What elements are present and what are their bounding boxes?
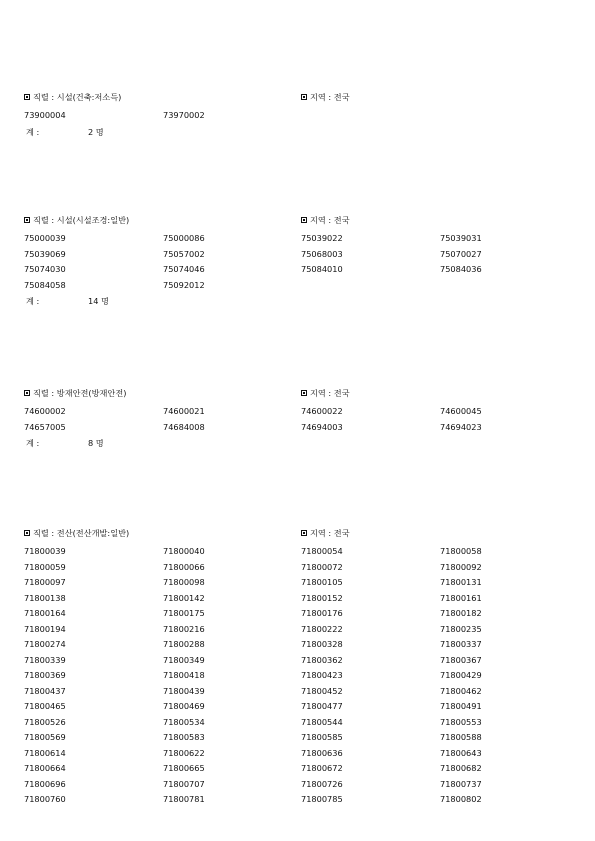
table-row [0, 593, 595, 609]
exam-number: 71800059 [24, 561, 66, 572]
table-row [0, 608, 595, 624]
square-bullet-icon [301, 390, 307, 396]
exam-number: 71800429 [440, 670, 482, 680]
exam-number: 71800583 [163, 732, 205, 742]
exam-number: 71800781 [163, 794, 205, 804]
exam-number: 71800367 [440, 654, 482, 665]
job-label: 직렬 : 전산(전산개발:일반) [33, 528, 130, 538]
exam-number: 71800526 [24, 716, 66, 727]
exam-number: 74600021 [163, 406, 205, 416]
exam-number: 71800274 [24, 639, 66, 649]
total-line [24, 296, 109, 307]
exam-number: 73900004 [24, 110, 66, 120]
exam-number: 71800098 [163, 577, 205, 587]
exam-number: 71800423 [301, 670, 343, 680]
exam-number: 75084058 [24, 279, 66, 290]
table-row [0, 280, 595, 296]
exam-number: 71800785 [301, 794, 343, 804]
square-bullet-icon [24, 217, 30, 223]
exam-number: 71800142 [163, 592, 205, 603]
exam-number: 71800469 [163, 701, 205, 711]
job-heading [24, 215, 129, 226]
table-row [0, 779, 595, 795]
exam-number: 75084010 [301, 264, 343, 274]
exam-number: 71800161 [440, 592, 482, 603]
exam-number: 71800235 [440, 623, 482, 634]
table-row [0, 264, 595, 280]
exam-number: 71800058 [440, 546, 482, 556]
table-row [0, 732, 595, 748]
exam-number: 71800696 [24, 778, 66, 789]
exam-number: 71800105 [301, 577, 343, 587]
table-row [0, 406, 595, 422]
exam-number: 75068003 [301, 248, 343, 259]
exam-number: 71800462 [440, 685, 482, 696]
exam-number: 71800569 [24, 732, 66, 742]
exam-number: 74657005 [24, 421, 66, 432]
exam-number: 71800439 [163, 685, 205, 696]
exam-number: 75084036 [440, 264, 482, 274]
exam-number: 71800544 [301, 716, 343, 727]
table-row [0, 701, 595, 717]
exam-number: 71800643 [440, 747, 482, 758]
table-row [0, 794, 595, 810]
exam-number: 75092012 [163, 279, 205, 290]
exam-number: 71800182 [440, 608, 482, 618]
total-label: 계 : [26, 438, 40, 448]
exam-number: 71800553 [440, 716, 482, 727]
table-row [0, 655, 595, 671]
exam-number: 71800760 [24, 794, 66, 804]
exam-number: 71800288 [163, 639, 205, 649]
exam-number: 75000086 [163, 233, 205, 243]
square-bullet-icon [24, 390, 30, 396]
region-heading [301, 388, 350, 399]
exam-number: 71800328 [301, 639, 343, 649]
exam-number: 71800418 [163, 670, 205, 680]
exam-number: 71800039 [24, 546, 66, 556]
exam-number: 75070027 [440, 248, 482, 259]
exam-number: 74684008 [163, 421, 205, 432]
job-label: 직렬 : 방재안전(방재안전) [33, 388, 127, 398]
exam-number: 71800437 [24, 685, 66, 696]
exam-number: 71800097 [24, 577, 66, 587]
exam-number: 71800588 [440, 732, 482, 742]
exam-number: 74600002 [24, 406, 66, 416]
exam-number: 75000039 [24, 233, 66, 243]
table-row [0, 110, 595, 126]
table-row [0, 546, 595, 562]
exam-number: 71800614 [24, 747, 66, 758]
exam-number: 71800194 [24, 623, 66, 634]
total-count: 2 명 [88, 126, 104, 137]
total-line [24, 438, 104, 449]
region-label: 지역 : 전국 [310, 92, 350, 102]
exam-number: 71800682 [440, 763, 482, 773]
exam-number: 71800152 [301, 592, 343, 603]
exam-number: 74600045 [440, 406, 482, 416]
exam-number: 71800339 [24, 654, 66, 665]
table-row [0, 233, 595, 249]
exam-number: 71800664 [24, 763, 66, 773]
table-row [0, 639, 595, 655]
exam-number: 71800465 [24, 701, 66, 711]
exam-number: 71800622 [163, 747, 205, 758]
table-row [0, 748, 595, 764]
square-bullet-icon [24, 530, 30, 536]
exam-number: 71800072 [301, 561, 343, 572]
exam-number: 71800175 [163, 608, 205, 618]
table-row [0, 422, 595, 438]
exam-number: 71800164 [24, 608, 66, 618]
job-label: 직렬 : 시설(건축:저소득) [33, 92, 122, 102]
exam-number: 71800216 [163, 623, 205, 634]
exam-number: 74600022 [301, 406, 343, 416]
exam-number: 71800534 [163, 716, 205, 727]
total-count: 14 명 [88, 296, 109, 306]
exam-number: 71800362 [301, 654, 343, 665]
exam-number: 71800452 [301, 685, 343, 696]
exam-number: 73970002 [163, 110, 205, 120]
exam-number: 71800477 [301, 701, 343, 711]
region-heading [301, 528, 350, 539]
exam-number: 71800726 [301, 778, 343, 789]
total-line [24, 126, 104, 138]
exam-number: 71800131 [440, 577, 482, 587]
square-bullet-icon [301, 217, 307, 223]
total-label: 계 : [26, 126, 40, 137]
table-row [0, 686, 595, 702]
exam-number: 74694003 [301, 421, 343, 432]
exam-number: 71800138 [24, 592, 66, 603]
job-heading [24, 92, 121, 103]
exam-number: 71800337 [440, 639, 482, 649]
exam-number: 71800066 [163, 561, 205, 572]
exam-number: 71800707 [163, 778, 205, 789]
job-label: 직렬 : 시설(시설조경:일반) [33, 215, 130, 225]
total-count: 8 명 [88, 438, 104, 448]
region-label: 지역 : 전국 [310, 528, 350, 538]
exam-number: 75039022 [301, 233, 343, 243]
exam-number: 71800665 [163, 763, 205, 773]
exam-number: 75074030 [24, 264, 66, 274]
square-bullet-icon [301, 94, 307, 100]
exam-number: 75039069 [24, 248, 66, 259]
exam-number: 75057002 [163, 248, 205, 259]
table-row [0, 577, 595, 593]
table-row [0, 624, 595, 640]
exam-number: 71800349 [163, 654, 205, 665]
exam-number: 71800585 [301, 732, 343, 742]
exam-number: 71800672 [301, 763, 343, 773]
job-heading [24, 388, 126, 399]
table-row [0, 670, 595, 686]
exam-number: 71800802 [440, 794, 482, 804]
exam-number: 71800040 [163, 546, 205, 556]
exam-number: 71800176 [301, 608, 343, 618]
exam-number: 74694023 [440, 421, 482, 432]
square-bullet-icon [301, 530, 307, 536]
region-heading [301, 92, 350, 103]
table-row [0, 717, 595, 733]
exam-number: 75074046 [163, 264, 205, 274]
table-row [0, 562, 595, 578]
exam-number: 71800737 [440, 778, 482, 789]
exam-number: 71800054 [301, 546, 343, 556]
table-row [0, 249, 595, 265]
region-label: 지역 : 전국 [310, 215, 350, 225]
exam-number: 71800092 [440, 561, 482, 572]
exam-number: 71800369 [24, 670, 66, 680]
total-label: 계 : [26, 296, 40, 306]
square-bullet-icon [24, 94, 30, 100]
exam-number: 75039031 [440, 233, 482, 243]
exam-number: 71800222 [301, 623, 343, 634]
region-label: 지역 : 전국 [310, 388, 350, 398]
table-row [0, 763, 595, 779]
job-heading [24, 528, 129, 539]
exam-number: 71800636 [301, 747, 343, 758]
exam-number: 71800491 [440, 701, 482, 711]
region-heading [301, 215, 350, 226]
